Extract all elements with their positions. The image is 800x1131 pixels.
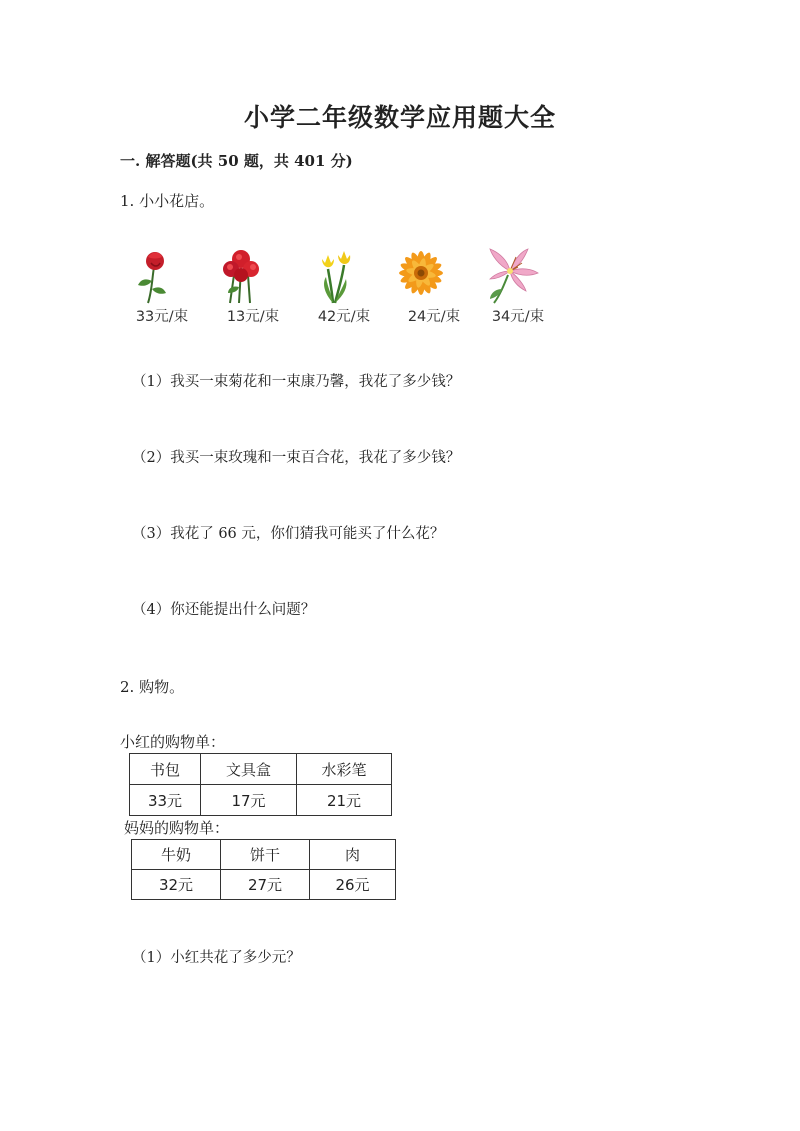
question-1-label: 1. 小小花店。 xyxy=(120,192,215,210)
flower-price: 33元/束 xyxy=(135,309,189,325)
mom-shopping-table xyxy=(131,839,396,900)
table-cell: 17元 xyxy=(201,785,297,816)
flower-price: 34元/束 xyxy=(491,309,545,325)
table-row xyxy=(132,870,396,900)
lily-icon xyxy=(478,245,548,307)
tulip-icon xyxy=(300,245,370,307)
table-cell: 26元 xyxy=(310,870,396,900)
q1-subquestion-2: （2）我买一束玫瑰和一束百合花，我花了多少钱？ xyxy=(132,450,461,466)
xiaohong-shopping-table xyxy=(129,753,392,816)
table-cell: 33元 xyxy=(130,785,201,816)
q1-subquestion-4: （4）你还能提出什么问题？ xyxy=(132,602,316,618)
q1-subquestion-3: （3）我花了 66 元，你们猜我可能买了什么花？ xyxy=(132,526,445,542)
table-row xyxy=(132,840,396,870)
xiaohong-list-label: 小红的购物单： xyxy=(120,733,226,751)
table-cell: 32元 xyxy=(132,870,221,900)
table-cell: 文具盒 xyxy=(201,754,297,785)
table-cell: 水彩笔 xyxy=(297,754,392,785)
table-row xyxy=(130,754,392,785)
flower-price: 24元/束 xyxy=(407,309,461,325)
rose-icon xyxy=(118,245,188,307)
table-cell: 肉 xyxy=(310,840,396,870)
chrysanthemum-icon xyxy=(386,245,456,307)
table-cell: 饼干 xyxy=(221,840,310,870)
section-heading: 一. 解答题(共 50 题，共 401 分) xyxy=(120,152,353,170)
page-title: 小学二年级数学应用题大全 xyxy=(243,103,556,132)
table-cell: 书包 xyxy=(130,754,201,785)
table-cell: 牛奶 xyxy=(132,840,221,870)
q2-subquestion-1: （1）小红共花了多少元？ xyxy=(132,950,301,966)
table-row xyxy=(130,785,392,816)
flower-price: 42元/束 xyxy=(317,309,371,325)
carnation-icon xyxy=(206,245,276,307)
flower-price: 13元/束 xyxy=(226,309,280,325)
question-2-label: 2. 购物。 xyxy=(120,678,185,696)
table-cell: 27元 xyxy=(221,870,310,900)
mom-list-label: 妈妈的购物单： xyxy=(124,819,230,837)
q1-subquestion-1: （1）我买一束菊花和一束康乃馨，我花了多少钱？ xyxy=(132,374,461,390)
table-cell: 21元 xyxy=(297,785,392,816)
